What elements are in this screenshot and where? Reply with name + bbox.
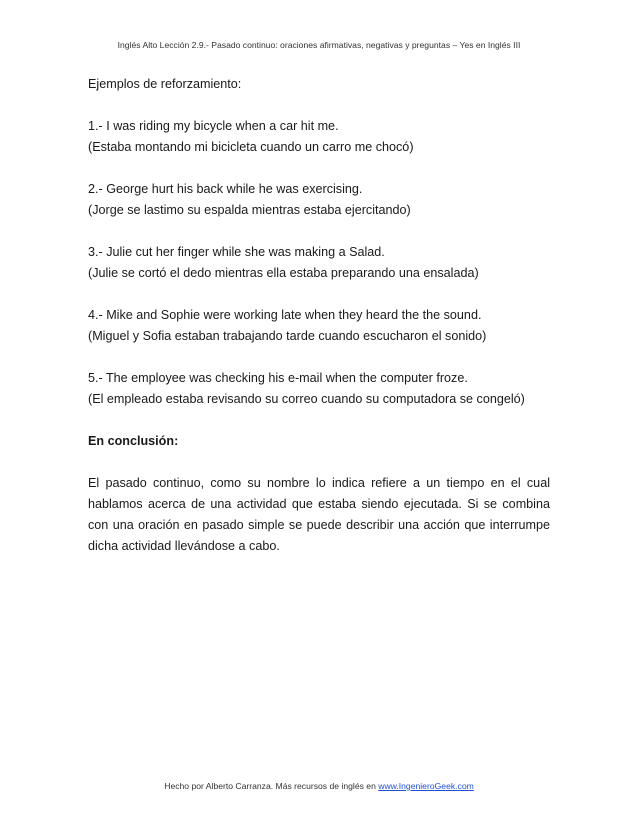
example-3	[88, 242, 550, 284]
example-english: 4.- Mike and Sophie were working late when they heard the the sound.	[88, 308, 482, 322]
example-spanish: (El empleado estaba revisando su correo cuando su computadora se congeló)	[88, 392, 525, 406]
document-body	[88, 74, 550, 557]
page-header	[0, 40, 638, 50]
footer-text: Hecho por Alberto Carranza. Más recursos de inglés en	[164, 781, 379, 791]
conclusion-heading: En conclusión:	[88, 434, 179, 448]
example-english: 5.- The employee was checking his e-mail when the computer froze.	[88, 371, 468, 385]
example-spanish: (Estaba montando mi bicicleta cuando un carro me chocó)	[88, 140, 414, 154]
example-1	[88, 116, 550, 158]
conclusion-paragraph: El pasado continuo, como su nombre lo indica refiere a un tiempo en el cual hablamos acerca de una actividad que estaba siendo ejecutada. Si se combina con una oración en pasado simple se puede describir una acción que interrumpe dicha actividad llevándose a cabo.	[88, 476, 550, 553]
header-text: Inglés Alto Lección 2.9.- Pasado continuo: oraciones afirmativas, negativas y preguntas – Yes en Inglés III	[117, 40, 521, 50]
example-english: 2.- George hurt his back while he was exercising.	[88, 182, 363, 196]
section-title: Ejemplos de reforzamiento:	[88, 77, 242, 91]
example-english: 1.- I was riding my bicycle when a car hit me.	[88, 119, 339, 133]
example-5	[88, 368, 550, 410]
example-spanish: (Julie se cortó el dedo mientras ella estaba preparando una ensalada)	[88, 266, 479, 280]
page-footer	[0, 781, 638, 791]
example-2	[88, 179, 550, 221]
footer-link[interactable]: www.IngenieroGeek.com	[378, 781, 474, 791]
example-english: 3.- Julie cut her finger while she was making a Salad.	[88, 245, 385, 259]
example-spanish: (Jorge se lastimo su espalda mientras estaba ejercitando)	[88, 203, 411, 217]
example-spanish: (Miguel y Sofia estaban trabajando tarde cuando escucharon el sonido)	[88, 329, 487, 343]
example-4	[88, 305, 550, 347]
